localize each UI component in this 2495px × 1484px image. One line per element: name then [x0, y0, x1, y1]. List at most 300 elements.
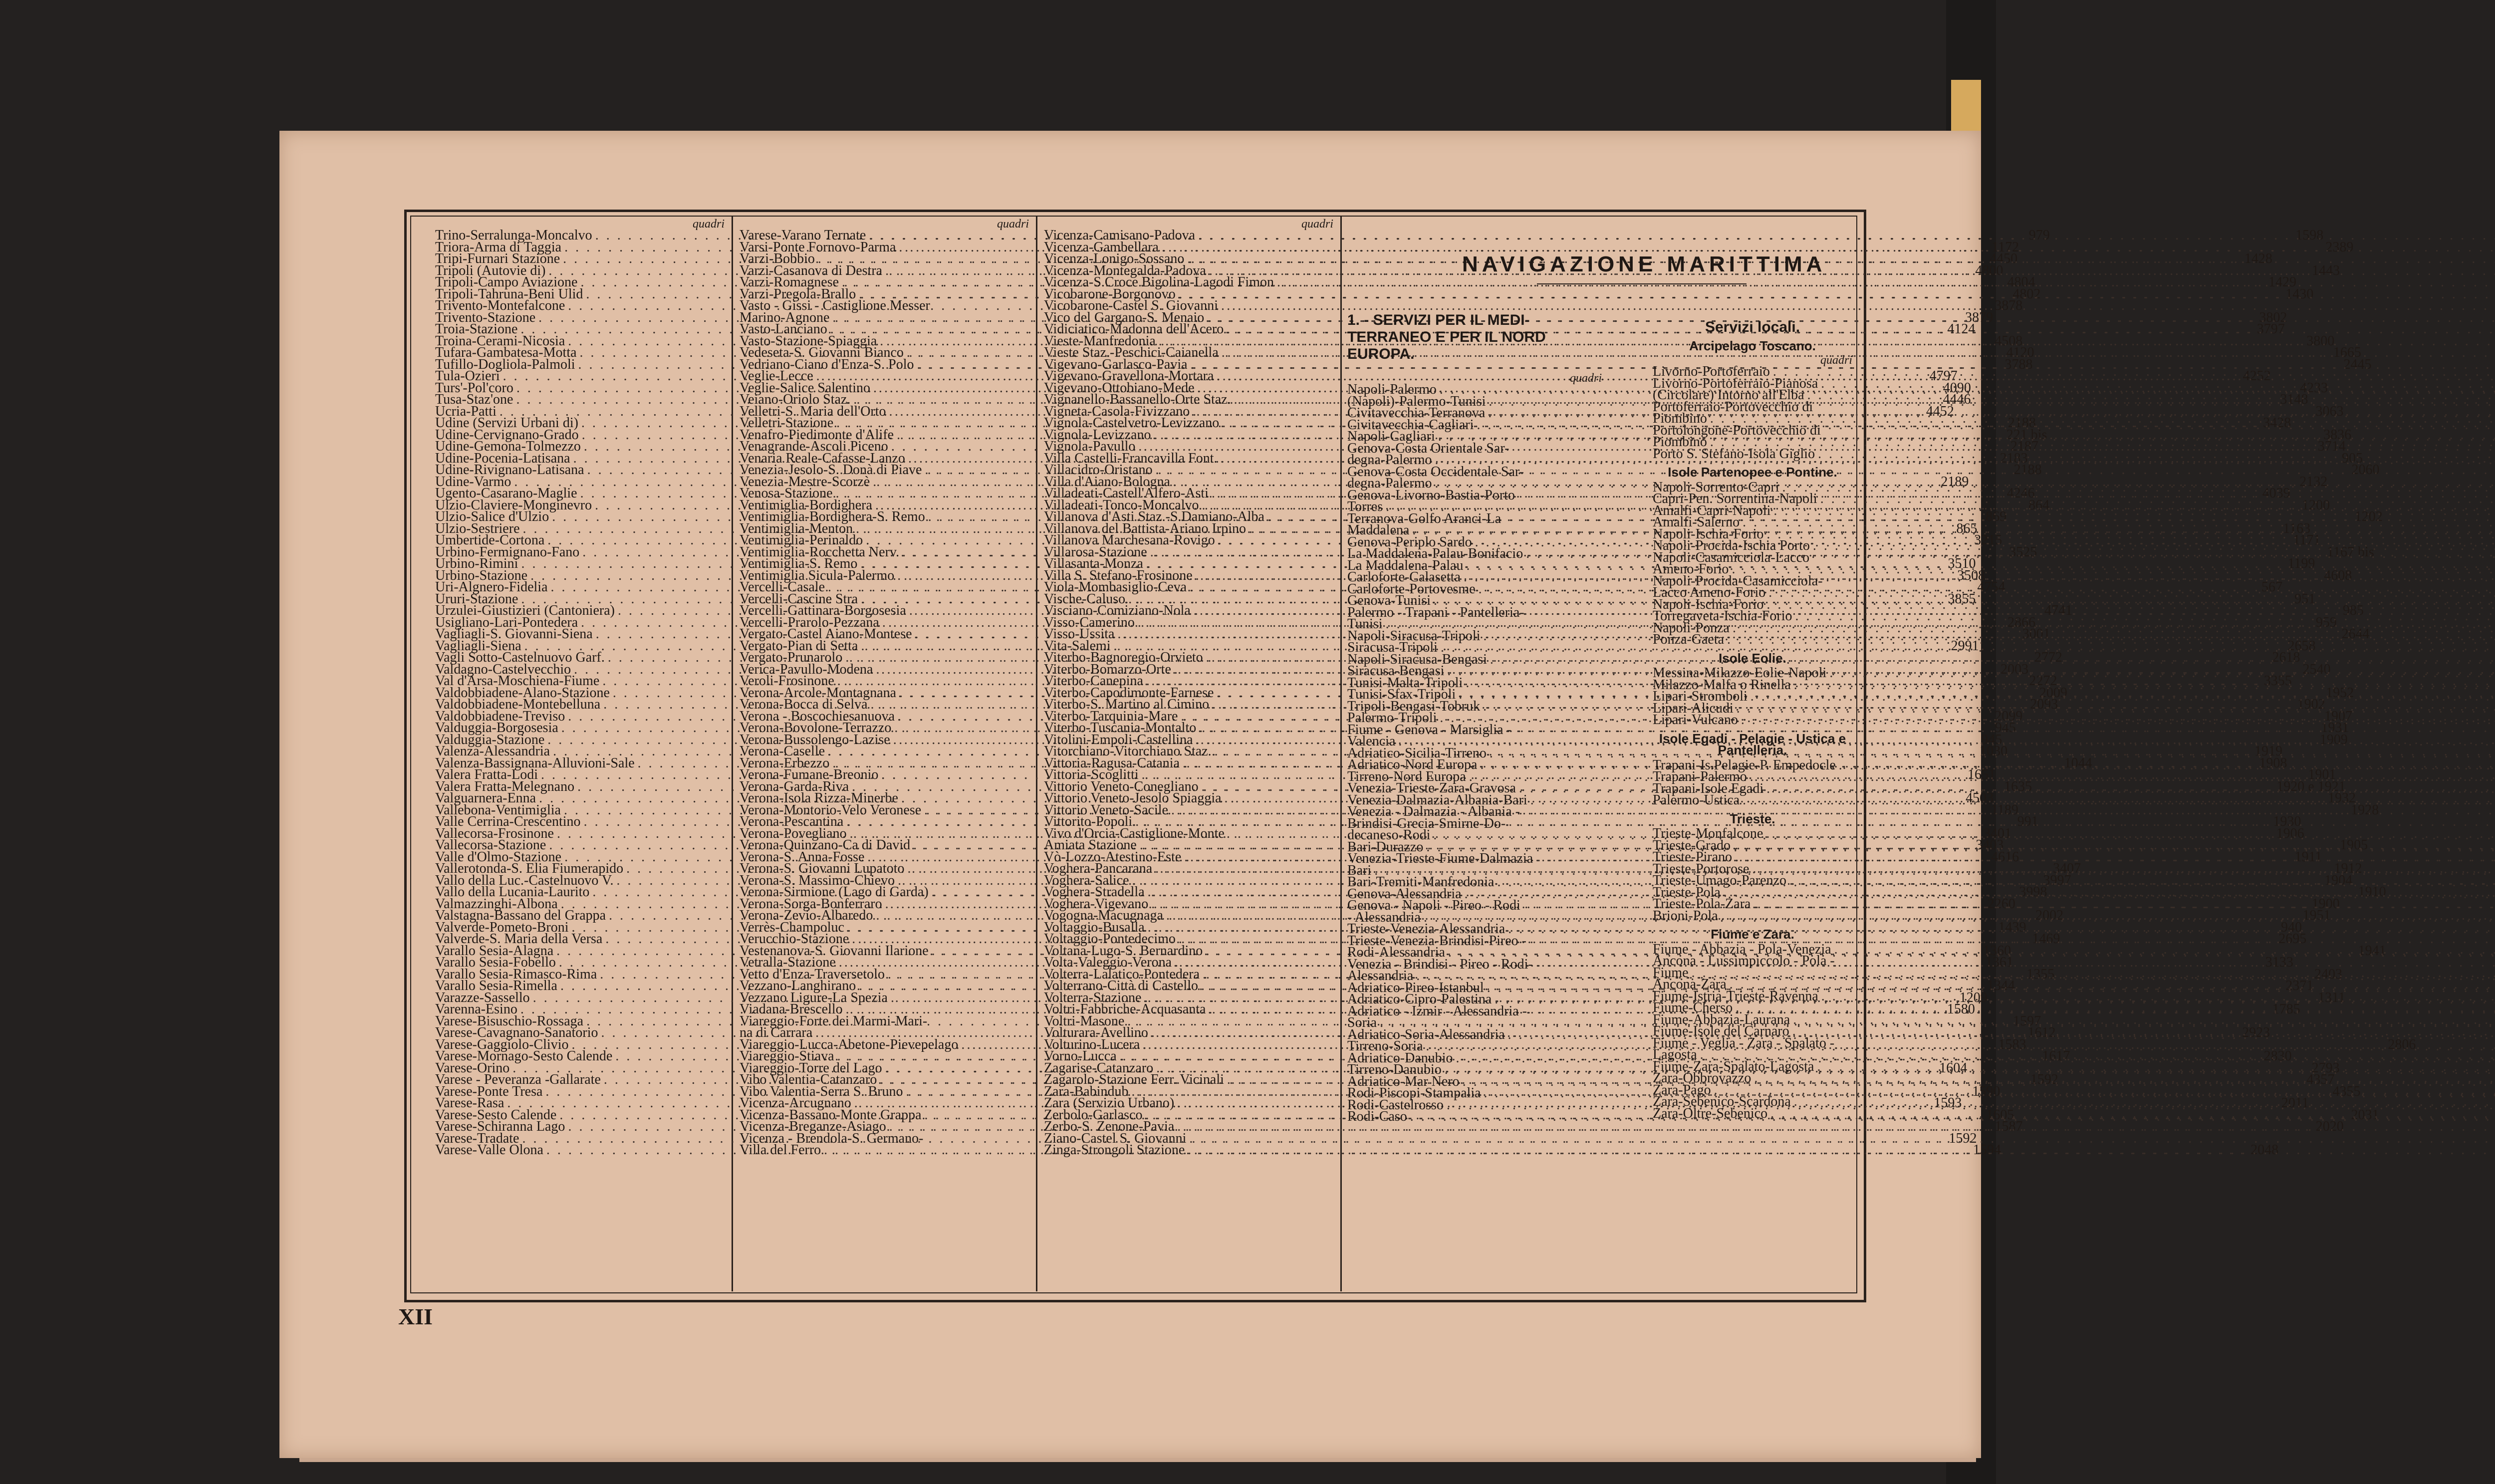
entry-route: Verona-S. Anna-Fosse: [740, 849, 865, 865]
entry-number: 869: [1986, 509, 2007, 524]
entry-route: Varese-Tradate: [435, 1130, 519, 1146]
entry-route: Ulzio-Sestriere: [435, 520, 520, 536]
entry-number: 979: [2028, 228, 2050, 243]
entry-route: Fiume - Abbazia - Pola-Venezia: [1653, 941, 1831, 957]
entry-route: Napoli-Procida-Ischia Porto: [1653, 538, 1810, 553]
entry-route: Rodi-Alessandria: [1347, 945, 1445, 960]
entry-route: Fiume-Istria-Trieste-Ravenna: [1653, 988, 1818, 1004]
entry-number: 2618: [2272, 650, 2300, 665]
entry-number: 1311: [2317, 989, 2345, 1005]
entry-route: Adriatico-Sicilia-Tirreno: [1347, 745, 1487, 761]
entry-route: Villasanta-Monza: [1044, 556, 1143, 571]
entry-route: Valduggia-Borgosesia: [435, 720, 558, 736]
entry-route: Valguarnera-Enna: [435, 790, 536, 806]
entry-route: Troina-Cerami-Nicosia: [435, 333, 565, 349]
entry-route: Vogogna-Macugnaga: [1044, 908, 1163, 923]
entry-route: Vasto - Gissi - Castiglione Messer: [740, 298, 930, 313]
entry-number: 1906: [2276, 825, 2304, 841]
entry-route: Vicenza-S.Croce Bigolina-Lagodi Fimon: [1044, 274, 1274, 290]
entry-route: Napoli-Casamicciola-Lacco: [1653, 549, 1810, 565]
entry-route: Genova-Costa Orientale Sar-: [1347, 440, 1509, 456]
entry-route: Vergato-Castel Aiano-Montese: [740, 626, 912, 642]
entry-route: Vittorio Veneto-Jesolo Spiaggia: [1044, 790, 1222, 806]
group-heading: Trieste.: [1730, 811, 1775, 826]
entry-number: 1429: [2268, 274, 2297, 290]
entry-route: Trieste-Venezia-Brindisi-Pireo -: [1347, 933, 1526, 949]
entry-number: 2187: [2010, 439, 2038, 454]
entry-route: Voghera-Vigevano: [1044, 896, 1149, 912]
entry-route: Vieste-Manfredonia: [1044, 333, 1156, 349]
entry-number: 1931: [2321, 720, 2349, 736]
entry-number: 2793: [2311, 1060, 2340, 1076]
entry-route: Zerbo-S. Zenone-Pavia: [1044, 1119, 1175, 1134]
entry-route: Rodi-Castelrosso: [1347, 1097, 1444, 1113]
entry-route: Vagliagli-S. Giovanni-Siena: [435, 626, 593, 642]
entry-number: 4608: [2324, 567, 2352, 583]
entry-number: 4508: [1995, 333, 2023, 349]
entry-route: Villadeati-Tonco-Moncalvo: [1044, 497, 1199, 513]
entry-route: Valverde-S. Maria della Versa: [435, 931, 603, 947]
entry-route: Trino-Serralunga-Moncalvo: [435, 228, 592, 243]
entry-route: Villarosa-Stazione: [1044, 544, 1147, 560]
entry-route: Fiume - Veglia - Zara - Spalato -: [1653, 1035, 1835, 1051]
entry-route: Livorno-Portoferraio-Pianosa: [1653, 375, 1818, 391]
entry-route: Tula-Ozieri: [435, 368, 500, 384]
entry-route: Vigevano-Garlasco-Pavia: [1044, 356, 1188, 372]
entry-route: Visso-Camerino: [1044, 614, 1135, 630]
entry-route: Ugento-Casarano-Maglie: [435, 486, 577, 501]
entry-route: Ventimiglia-Perinaldo: [740, 532, 863, 548]
entry-route: Vasto-Stazione-Spiaggia: [740, 333, 877, 349]
entry-route: Genova-Tunisi: [1347, 593, 1431, 608]
entry-route: Zinga-Strongoli Stazione: [1044, 1142, 1185, 1158]
entry-route: decaneso-Rodi: [1347, 827, 1431, 843]
entry-number: 4124: [1947, 321, 1976, 337]
entry-route: Veglie-Lecce: [740, 368, 813, 384]
entry-route: Vercelli-Prarolo-Pezzana: [740, 614, 879, 630]
entry-number: 3797: [2256, 321, 2285, 337]
entry-number: 3001: [2022, 626, 2050, 642]
entry-number: 4446: [1943, 392, 1971, 407]
leader-dots: [1741, 714, 2495, 726]
entry-number: 3401: [1983, 825, 2011, 841]
entry-number: 1920 e 1921: [2276, 778, 2346, 794]
entry-number: 1030: [1980, 743, 2008, 759]
entry-route: Vetralla-Stazione: [740, 955, 836, 970]
entry-number: 2371: [2285, 978, 2314, 993]
entry-route: Vignanello-Bassanello-Orte Staz.: [1044, 392, 1231, 407]
entry-number: 3836: [2323, 427, 2352, 443]
entry-route: Tripoli-Bengasi-Tobruk: [1347, 698, 1481, 714]
entry-number: 1597: [2013, 1013, 2041, 1029]
entry-route: Brindisi-Grecia-Smirne-Do-: [1347, 815, 1506, 831]
entry-number: 1617: [2042, 1048, 2070, 1064]
entry-number: 2003: [2000, 661, 2029, 677]
entry-route: Vedriano-Ciano d'Enza-S. Polo: [740, 356, 914, 372]
entry-route: Fiume-Zara-Spalato-Lagosta: [1653, 1058, 1814, 1074]
entry-route: Verrès-Champoluc: [740, 919, 844, 935]
entry-route: Valle d'Olmo-Stazione: [435, 849, 562, 865]
entry-route: Vicenza-Camisano-Padova: [1044, 228, 1196, 243]
entry-route: Venezia-Jesolo-S. Donà di Piave: [740, 462, 922, 478]
entry-route: Messina-Milazzo-Eolie-Napoli: [1653, 665, 1827, 681]
entry-route: Civitavecchia-Cagliari: [1347, 417, 1474, 433]
entry-route: Vicenza-Gambellara: [1044, 239, 1159, 255]
entry-route: Trieste-Monfalcone: [1653, 826, 1763, 841]
entry-number: 1919: [2254, 743, 2283, 759]
entry-number: 2403: [2314, 966, 2342, 982]
entry-route: Valmazzinghi-Albona: [435, 896, 558, 912]
local-services-heading: Servizi locali.: [1705, 319, 1800, 335]
entry-route: Vitorchiano-Vitorchiano Staz.: [1044, 743, 1212, 759]
entry-route: Vignola-Pavullo: [1044, 439, 1136, 454]
entry-route: Tripi-Furnari Stazione: [435, 251, 560, 266]
entry-number: 3525: [2009, 544, 2037, 560]
entry-number: 864: [2028, 497, 2050, 513]
entry-route: Zara (Servizio Urbano): [1044, 1095, 1175, 1111]
entry-route: Voltaggio-Busalla: [1044, 919, 1145, 935]
entry-number: 3800: [2306, 333, 2335, 349]
entry-number: 3355: [2263, 673, 2292, 689]
entry-number: 1901: [2308, 767, 2336, 782]
entry-number: 1612: [2027, 1025, 2056, 1040]
entry-route: Adriatico-Mar Nero: [1347, 1073, 1460, 1089]
entry-route: Livorno-Portoferraio: [1653, 364, 1770, 379]
entry-route: Vezzano Ligure-La Spezia: [740, 989, 888, 1005]
entry-number: 1785: [2272, 1001, 2300, 1017]
entry-number: 1199: [2287, 556, 2315, 571]
entry-number: 4616: [1991, 849, 2019, 865]
entry-route: Maddalena: [1347, 522, 1410, 538]
entry-route: Vicenza-Breganze-Asiago: [740, 1119, 886, 1134]
entry-route: Verica-Pavullo-Modena: [740, 661, 873, 677]
index-entry: [1347, 1111, 1602, 1123]
entry-route: Valdobbiadene-Montebelluna: [435, 697, 601, 712]
entry-route: Zagarolo-Stazione Ferr. Vicinali: [1044, 1072, 1224, 1087]
entry-number: 3714: [2317, 439, 2346, 454]
entry-route: Napoli-Cagliari: [1347, 429, 1435, 444]
entry-route: Carloforte-Calasetta: [1347, 569, 1461, 585]
entry-route: Ucria-Patti: [435, 403, 497, 419]
entry-route: Voltaggio-Pontedecimo: [1044, 931, 1176, 947]
entry-number: 2644: [2341, 626, 2370, 642]
entry-number: 4797: [1929, 368, 1958, 384]
entry-route: Visciano-Comiziano-Nola: [1044, 603, 1191, 618]
entry-route: Udine-Cervignano-Grado: [435, 427, 579, 443]
entry-route: Varese - Peveranza -Gallarate: [435, 1072, 601, 1087]
entry-route: Villanova d'Asti Staz.-S.Damiano-Alba: [1044, 509, 1264, 524]
entry-route: Verona-Bocca di Selva: [740, 697, 868, 712]
leader-dots: [1727, 634, 2495, 646]
entry-number: 3215: [1974, 532, 2002, 548]
entry-number: 1590: [1972, 1083, 2000, 1099]
entry-number: 1651: [1968, 767, 1996, 782]
entry-route: Verona-Bovolone-Terrazzo: [740, 720, 892, 736]
entry-route: Viterbo-Tuscania-Montalto: [1044, 720, 1197, 736]
entry-route: Trieste-Umago-Parenzo: [1653, 873, 1787, 888]
entry-number: 1593: [1934, 1095, 1962, 1111]
entry-number: 1905: [2340, 837, 2368, 853]
entry-number: 4355: [2332, 1083, 2361, 1099]
entry-route: Villanova del Battista-Ariano Irpino: [1044, 520, 1246, 536]
entry-route: Voltri-Fabbriche-Acquasanta: [1044, 1001, 1206, 1017]
entry-route: Ancona-Zara: [1653, 977, 1727, 992]
entry-number: 3508: [1957, 567, 1986, 583]
leader-dots: [1807, 389, 2495, 401]
entry-route: Valera Fratta-Lodi: [435, 767, 538, 782]
entry-route: Tirreno-Danubio: [1347, 1062, 1442, 1077]
entry-number: 1930: [2273, 814, 2301, 829]
entry-route: Vergato-Prunarolo: [740, 650, 843, 665]
entry-number: 1202: [2354, 509, 2383, 524]
entry-route: Rodi-Piscopi-Stampalia: [1347, 1085, 1481, 1101]
entry-route: Venezia-Trieste-Zara-Gravosa: [1347, 780, 1516, 796]
entry-number: 1360: [1983, 943, 2011, 959]
entry-number: 4452: [1926, 403, 1954, 419]
entry-number: 3063: [2315, 403, 2344, 419]
entry-route: Napoli-Palermo: [1347, 382, 1437, 397]
entry-number: 3878: [1995, 298, 2023, 313]
entry-route: Villanova Marchesana-Rovigo: [1044, 532, 1215, 548]
entry-number: 1635: [2004, 778, 2032, 794]
column-header: quadri: [1820, 354, 1852, 367]
entry-number: 3788: [2004, 356, 2033, 372]
entry-number: 1912: [2334, 861, 2362, 876]
entry-route: Visso-Ussita: [1044, 626, 1115, 642]
entry-route: Zara-Pago: [1653, 1082, 1711, 1098]
entry-route: Verona-Erbezzo: [740, 755, 830, 771]
entry-route: Bari: [1347, 862, 1372, 878]
entry-route: Trieste-Portorose: [1653, 861, 1749, 877]
entry-route: Viareggio-Torre del Lago: [740, 1060, 882, 1076]
entry-route: Volterra-Lalatico-Pontedera: [1044, 966, 1200, 982]
entry-route: Marino-Agnone: [740, 309, 830, 325]
entry-number: 2540: [2302, 661, 2331, 677]
entry-route: Vicenza - Brendola-S. Germano-: [740, 1130, 924, 1146]
entry-route: Urbino-Fermignano-Fano: [435, 544, 580, 560]
entry-route: Vicenza-Lonigo-Sossano: [1044, 251, 1185, 266]
entry-route: Tripoli (Autovie di): [435, 262, 546, 278]
entry-route: Viterbo-Bagnoregio-Orvieto: [1044, 650, 1203, 665]
entry-route: Vigevano-Gravellona-Mortara: [1044, 368, 1214, 384]
entry-route: Fiume: [1653, 965, 1689, 981]
group-heading: Arcipelago Toscano.: [1689, 338, 1816, 353]
entry-route: Villa Castelli-Francavilla Font.: [1044, 450, 1218, 466]
entry-route: Vicobarone-Castel S. Giovanni: [1044, 298, 1219, 313]
entry-route: Vò-Lozzo-Atestino-Este: [1044, 849, 1182, 865]
entry-route: Triora-Arma di Taggia: [435, 239, 562, 255]
entry-number: 2445: [2343, 356, 2372, 372]
entry-route: Varsi-Ponte Fornovo-Parma: [740, 239, 896, 255]
entry-route: Napoli-Ponza: [1653, 620, 1730, 636]
entry-route: Vagliagli-Siena: [435, 638, 521, 654]
entry-route: Piombino: [1653, 434, 1707, 450]
entry-route: Vicenza-Bassano-Monte Grappa: [740, 1107, 922, 1123]
entry-route: Veiano-Oriolo Staz.: [740, 392, 851, 407]
entry-route: Venafro-Piedimonte d'Alife: [740, 427, 894, 443]
entry-number: 4450: [1990, 251, 2018, 266]
entry-route: La Maddalena-Palau-Bonifacio: [1347, 546, 1523, 561]
entry-number: 1469: [2032, 931, 2060, 947]
index-entry: [1653, 714, 1852, 726]
entry-route: degna-Palermo: [1347, 452, 1432, 468]
entry-route: Vorno-Lucca: [1044, 1048, 1117, 1064]
entry-route: Palermo-Ustica: [1653, 792, 1740, 808]
entry-route: Varese-Rasa: [435, 1095, 504, 1111]
entry-number: 3802: [2259, 309, 2287, 325]
entry-number: 4090: [1943, 380, 1971, 396]
group-heading: Isole Egadi - Pelagie - Ustica e Pantelleria.: [1659, 731, 1846, 757]
entry-route: Trieste-Venezia-Alessandria: [1347, 921, 1505, 937]
index-column-3: [1044, 219, 1333, 1156]
entry-route: Adriatico - Izmir - Alessandria -: [1347, 1003, 1527, 1019]
entry-route: Vieste Staz.-Peschici-Caianella: [1044, 345, 1219, 360]
entry-route: Lipari-Vulcano: [1653, 712, 1738, 728]
entry-number: 4503: [1966, 790, 1994, 806]
entry-route: Urzulei-Giustizieri (Cantoniera): [435, 603, 615, 618]
entry-number: 2695: [2278, 931, 2307, 947]
entry-number: 1605: [1986, 1107, 2014, 1123]
entry-route: Viadana-Brescello: [740, 1001, 843, 1017]
entry-route: Velletri-Stazione: [740, 415, 834, 431]
index-entry: [1044, 1144, 1333, 1156]
entry-route: Vitolini-Empoli-Castellina: [1044, 732, 1193, 747]
entry-number: 4804: [2007, 274, 2035, 290]
entry-route: Valencia: [1347, 734, 1396, 749]
entry-number: 3403: [1976, 837, 2004, 853]
entry-route: Vibo Valentia-Serra S. Bruno: [740, 1083, 903, 1099]
entry-number: 2060: [2351, 462, 2380, 478]
index-entry: [1653, 634, 1852, 646]
entry-route: Verona-Bussolengo-Lazise: [740, 732, 890, 747]
entry-route: Valdobbiadene-Treviso: [435, 708, 565, 724]
entry-number: 1430: [2285, 286, 2314, 302]
entry-route: Viterbo-Canepina: [1044, 673, 1143, 689]
entry-route: Siracusa-Tripoli: [1347, 640, 1438, 655]
entry-number: 1439: [1998, 919, 2026, 935]
entry-number: 4800: [1975, 262, 2003, 278]
entry-route: Zagarise-Catanzaro: [1044, 1060, 1154, 1076]
entry-route: Vittorio Veneto-Conegliano: [1044, 778, 1199, 794]
entry-route: Capri-Pen. Sorrentina-Napoli: [1653, 491, 1817, 506]
entry-number: 2093: [2030, 697, 2058, 712]
entry-route: Torres: [1347, 499, 1383, 514]
entry-route: Tirreno-Soria: [1347, 1038, 1423, 1054]
entry-number: 1910: [2358, 884, 2386, 900]
entry-route: Trieste-Pola: [1653, 884, 1721, 900]
entry-route: Volturino-Lucera: [1044, 1036, 1140, 1052]
entry-number: 4120: [2006, 345, 2034, 360]
entry-route: Voghera-Pancarana: [1044, 861, 1153, 876]
entry-route: Vercelli-Gattinara-Borgosesia: [740, 603, 906, 618]
group-heading: Fiume e Zara.: [1711, 927, 1794, 942]
entry-route: Napoli-Sorrento-Capri: [1653, 479, 1779, 495]
entry-route: Vignola-Castelvetro-Levizzano: [1044, 415, 1220, 431]
entry-route: Lacco Ameno-Forio: [1653, 585, 1766, 600]
entry-route: Napoli-Ischia-Forio: [1653, 596, 1764, 612]
entry-route: Vicobarone-Borgonovo: [1044, 286, 1176, 302]
entry-number: 221 bis: [2006, 427, 2047, 443]
entry-route: Viareggio-Stiava: [740, 1048, 834, 1064]
entry-route: Genova-Periplo Sardo: [1347, 534, 1472, 550]
index-entry: [1653, 1105, 1852, 1121]
entry-number: 3998: [2019, 884, 2047, 900]
leader-dots: [1818, 448, 2495, 460]
index-entry: [1653, 910, 1852, 922]
entry-number: 2923: [2242, 1025, 2270, 1040]
entry-route: Napoli-Ischia-Forio: [1653, 526, 1764, 542]
entry-number: 945: [1981, 732, 2002, 747]
entry-number: 1167 bis: [2327, 544, 2374, 560]
entry-route: Varese-Orino: [435, 1060, 510, 1076]
entry-route: Val d'Arsa-Moschiena-Fiume: [435, 673, 600, 689]
entry-number: 1172: [1992, 239, 2019, 255]
entry-number: 905: [2341, 450, 2363, 466]
entry-route: Terranova-Golfo Aranci-La: [1347, 510, 1501, 526]
entry-number: 4039: [2262, 486, 2290, 501]
entry-number: 4754: [1977, 579, 2005, 595]
entry-route: Vidiciatico-Madonna dell'Acero: [1044, 321, 1224, 337]
entry-route: Villacidro-Oristano: [1044, 462, 1153, 478]
entry-route: Varese-Valle Olona: [435, 1142, 543, 1158]
entry-route: Varese-Mornago-Sesto Calende: [435, 1048, 613, 1064]
entry-route: Ameno-Forio: [1653, 561, 1729, 577]
entry-route: Verona-Garda-Riva: [740, 778, 849, 794]
entry-number: 2020: [2315, 1119, 2344, 1134]
entry-route: Adriatico-Soria-Alessandria: [1347, 1026, 1505, 1042]
leader-dots: [1721, 910, 2495, 922]
entry-route: Vergato-Pian di Setta: [740, 638, 858, 654]
entry-route: Ulzio-Claviere-Monginevro: [435, 497, 592, 513]
title-rule: [1537, 283, 1746, 284]
entry-route: Volterra-Stazione: [1044, 989, 1142, 1005]
entry-route: Velletri-S. Maria dell'Orto: [740, 403, 886, 419]
entry-route: Alessandria: [1347, 968, 1414, 984]
entry-route: Ponza-Gaeta: [1653, 632, 1725, 647]
entry-route: Palermo-Tripoli: [1347, 710, 1437, 726]
entry-number: 2188: [2013, 462, 2042, 478]
entry-route: Tirreno-Nord Europa: [1347, 768, 1466, 784]
entry-route: Urbino-Stazione: [435, 567, 528, 583]
entry-route: Tusa-Staz'one: [435, 392, 513, 407]
entry-route: Varallo Sesia-Fobello: [435, 955, 556, 970]
entry-route: Valverde-Pometo-Broni: [435, 919, 569, 935]
entry-route: Ventimiglia-Bordighera-S. Remo: [740, 509, 925, 524]
entry-number: 1909: [2319, 732, 2348, 747]
entry-route: Uri-Algnero-Fidelia: [435, 579, 548, 595]
column-header: quadri: [692, 218, 725, 231]
entry-route: Trivento-Stazione: [435, 309, 536, 325]
entry-route: Valenza-Bassignana-Alluvioni-Sale: [435, 755, 635, 771]
entry-route: Turs'-Pol'coro: [435, 380, 513, 396]
entry-number: 4252: [2243, 368, 2271, 384]
entry-route: Amiata Stazione: [1044, 837, 1137, 853]
entry-route: Tufillo-Dogliola-Palmoli: [435, 356, 575, 372]
entry-route: Tunisi-Sfax-Tripoli: [1347, 687, 1456, 702]
entry-route: Venezia-Dalmazia-Albania-Bari: [1347, 792, 1527, 808]
entry-route: Villa S. Stefano-Frosinone: [1044, 567, 1193, 583]
entry-route: Voltri-Masone: [1044, 1013, 1125, 1029]
entry-route: Verona-Zevio-Albaredo: [740, 908, 873, 923]
entry-route: Varese-Bisuschio-Rossaga: [435, 1013, 584, 1029]
entry-route: Tufara-Gambatesa-Motta: [435, 345, 577, 360]
entry-route: Verona-Arcole-Montagnana: [740, 685, 897, 701]
entry-route: Varese-Ponte Tresa: [435, 1083, 543, 1099]
leader-dots: [1813, 540, 2495, 552]
entry-route: Udine-Pocenia-Latisana: [435, 450, 570, 466]
entry-route: Verona-Sorga-Bonferraro: [740, 896, 882, 912]
entry-number: 2189: [1941, 474, 1969, 490]
